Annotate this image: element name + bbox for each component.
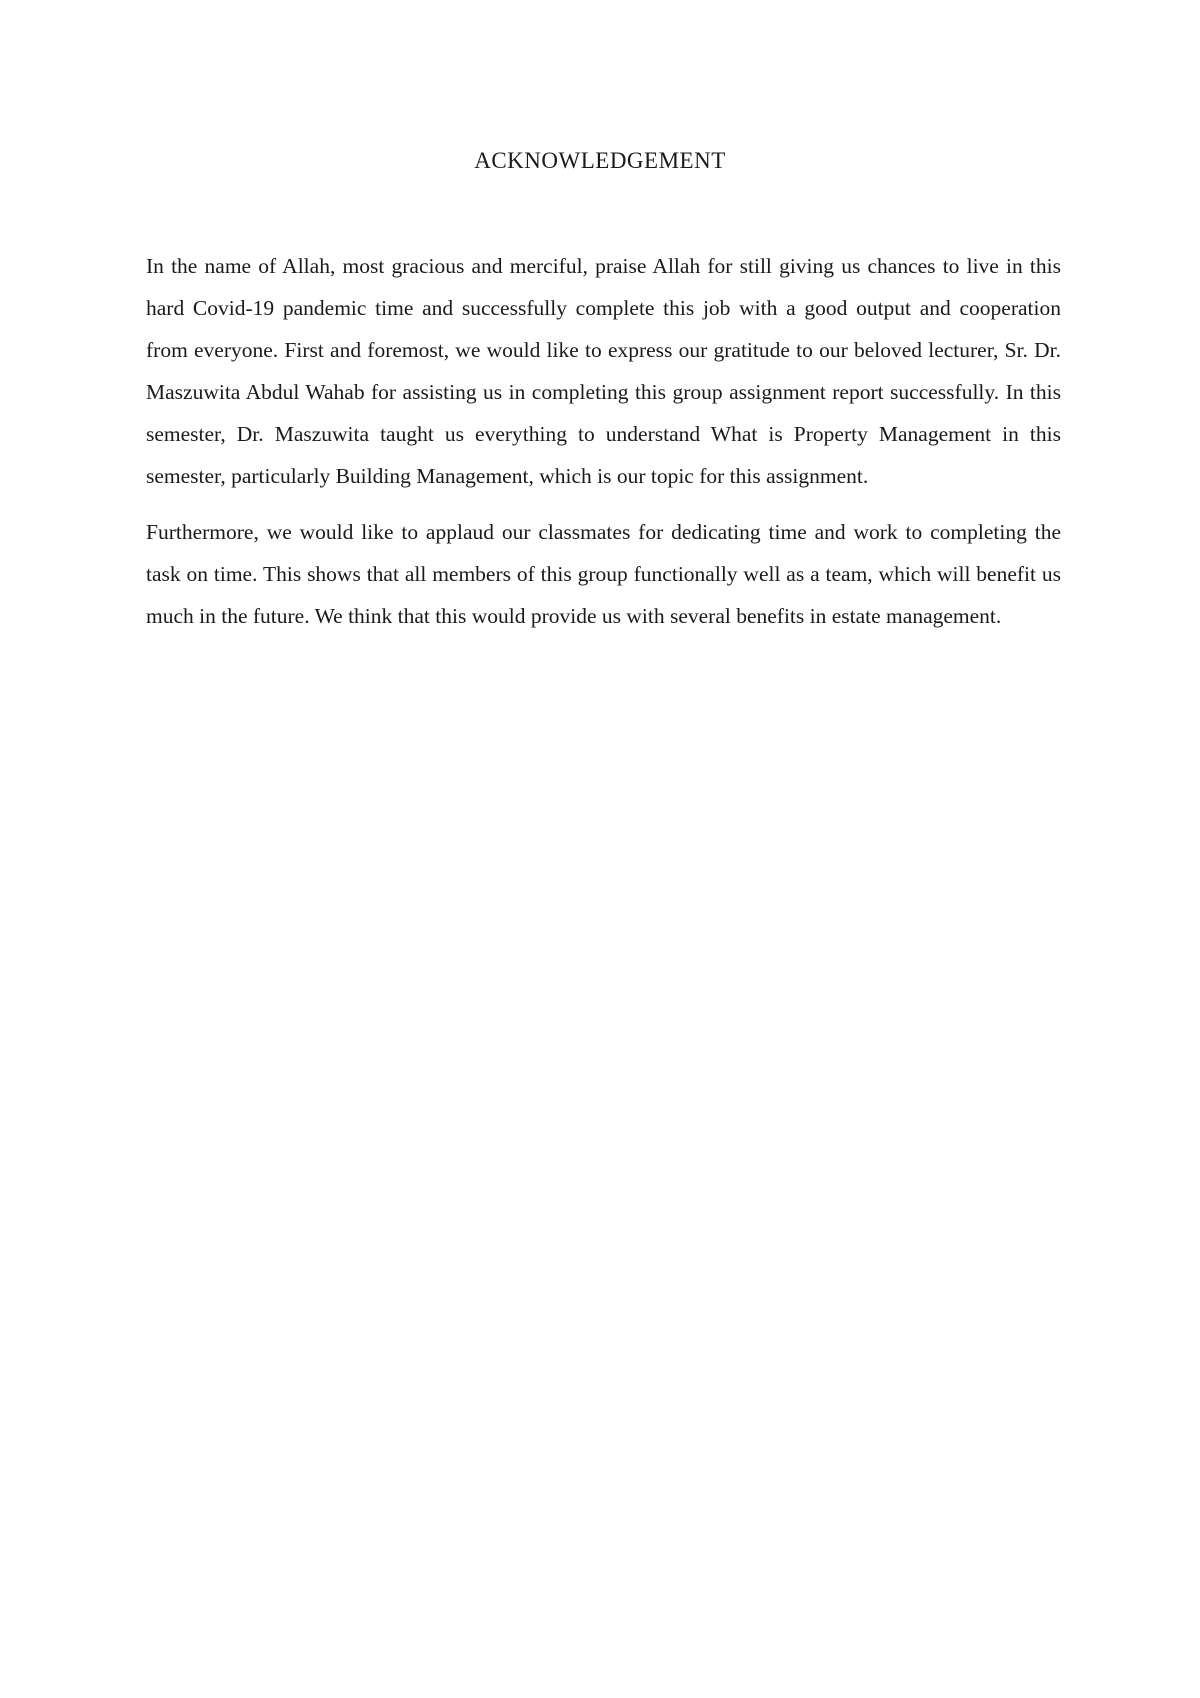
- paragraph-classmates: Furthermore, we would like to applaud our classmates for dedicating time and work to completing the task on time. This shows that all members of this group functionally well as a team, which will benefit us much in the future. We think that this would provide us with several benefits in estate management.: [146, 520, 1061, 628]
- document-body: [146, 245, 1061, 651]
- paragraph-gratitude: In the name of Allah, most gracious and merciful, praise Allah for still giving us chances to live in this hard Covid-19 pandemic time and successfully complete this job with a good output and cooperation from everyone. First and foremost, we would like to express our gratitude to our beloved lecturer, Sr. Dr. Maszuwita Abdul Wahab for assisting us in completing this group assignment report successfully. In this semester, Dr. Maszuwita taught us everything to understand What is Property Management in this semester, particularly Building Management, which is our topic for this assignment.: [146, 254, 1061, 488]
- page-title: ACKNOWLEDGEMENT: [474, 148, 726, 173]
